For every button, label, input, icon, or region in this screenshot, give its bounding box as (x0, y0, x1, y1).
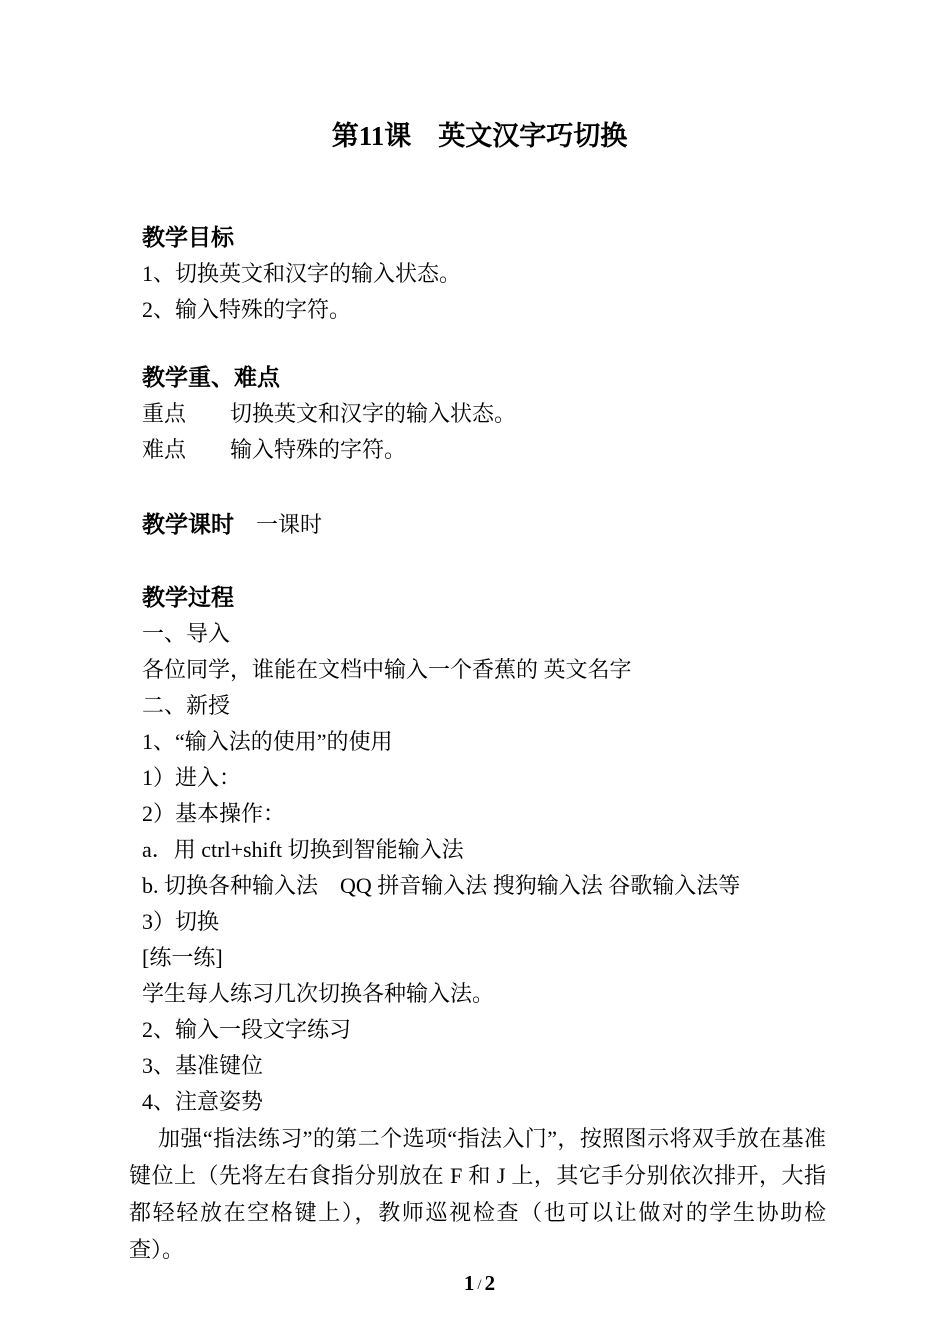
process-line: 1）进入： (142, 765, 242, 790)
section-heading-key-points: 教学重、难点 (142, 365, 280, 390)
process-line: [练一练] (142, 945, 223, 970)
process-line: 3）切换 (142, 909, 220, 934)
class-hours-value: 一课时 (234, 512, 323, 537)
process-line: 2）基本操作： (142, 801, 286, 826)
section-heading-class-hours: 教学课时 (142, 512, 234, 537)
page-number-separator: / (477, 1277, 482, 1293)
section-heading-objectives: 教学目标 (142, 225, 234, 250)
process-line: a．用 ctrl+shift 切换到智能输入法 (142, 837, 464, 862)
key-point-item: 重点 切换英文和汉字的输入状态。 (142, 401, 517, 426)
key-point-item: 难点 输入特殊的字符。 (142, 437, 407, 462)
objective-item: 1、切换英文和汉字的输入状态。 (142, 261, 462, 286)
process-line: 一、导入 (142, 621, 231, 646)
section-heading-process: 教学过程 (142, 585, 234, 610)
spacer (142, 328, 817, 360)
process-line: 1、“输入法的使用”的使用 (142, 729, 393, 754)
spacer (142, 154, 817, 220)
process-line: 3、基准键位 (142, 1053, 264, 1078)
class-hours-line (142, 507, 817, 543)
page-number-footer (142, 1268, 817, 1300)
page-number-total: 2 (484, 1271, 496, 1295)
spacer (142, 543, 817, 580)
objective-item: 2、输入特殊的字符。 (142, 297, 352, 322)
process-line: 学生每人练习几次切换各种输入法。 (142, 981, 495, 1006)
process-line: 2、输入一段文字练习 (142, 1017, 352, 1042)
process-line: 各位同学，谁能在文档中输入一个香蕉的 英文名字 (142, 657, 632, 682)
spacer (142, 468, 817, 507)
process-line: b. 切换各种输入法 QQ 拼音输入法 搜狗输入法 谷歌输入法等 (142, 873, 741, 898)
page-number-current: 1 (463, 1271, 475, 1295)
closing-paragraph: 加强“指法练习”的第二个选项“指法入门”，按照图示将双手放在基准 键位上（先将左右食指分别放在 F 和 J 上，其它手分别依次排开，大指都轻轻放在空格键上），教师巡视检查（也可以让做对的学生协助检查）。 (129, 1126, 826, 1262)
document-title: 第11课 英文汉字巧切换 (331, 121, 628, 151)
process-line: 4、注意姿势 (142, 1089, 264, 1114)
process-line: 二、新授 (142, 693, 231, 718)
